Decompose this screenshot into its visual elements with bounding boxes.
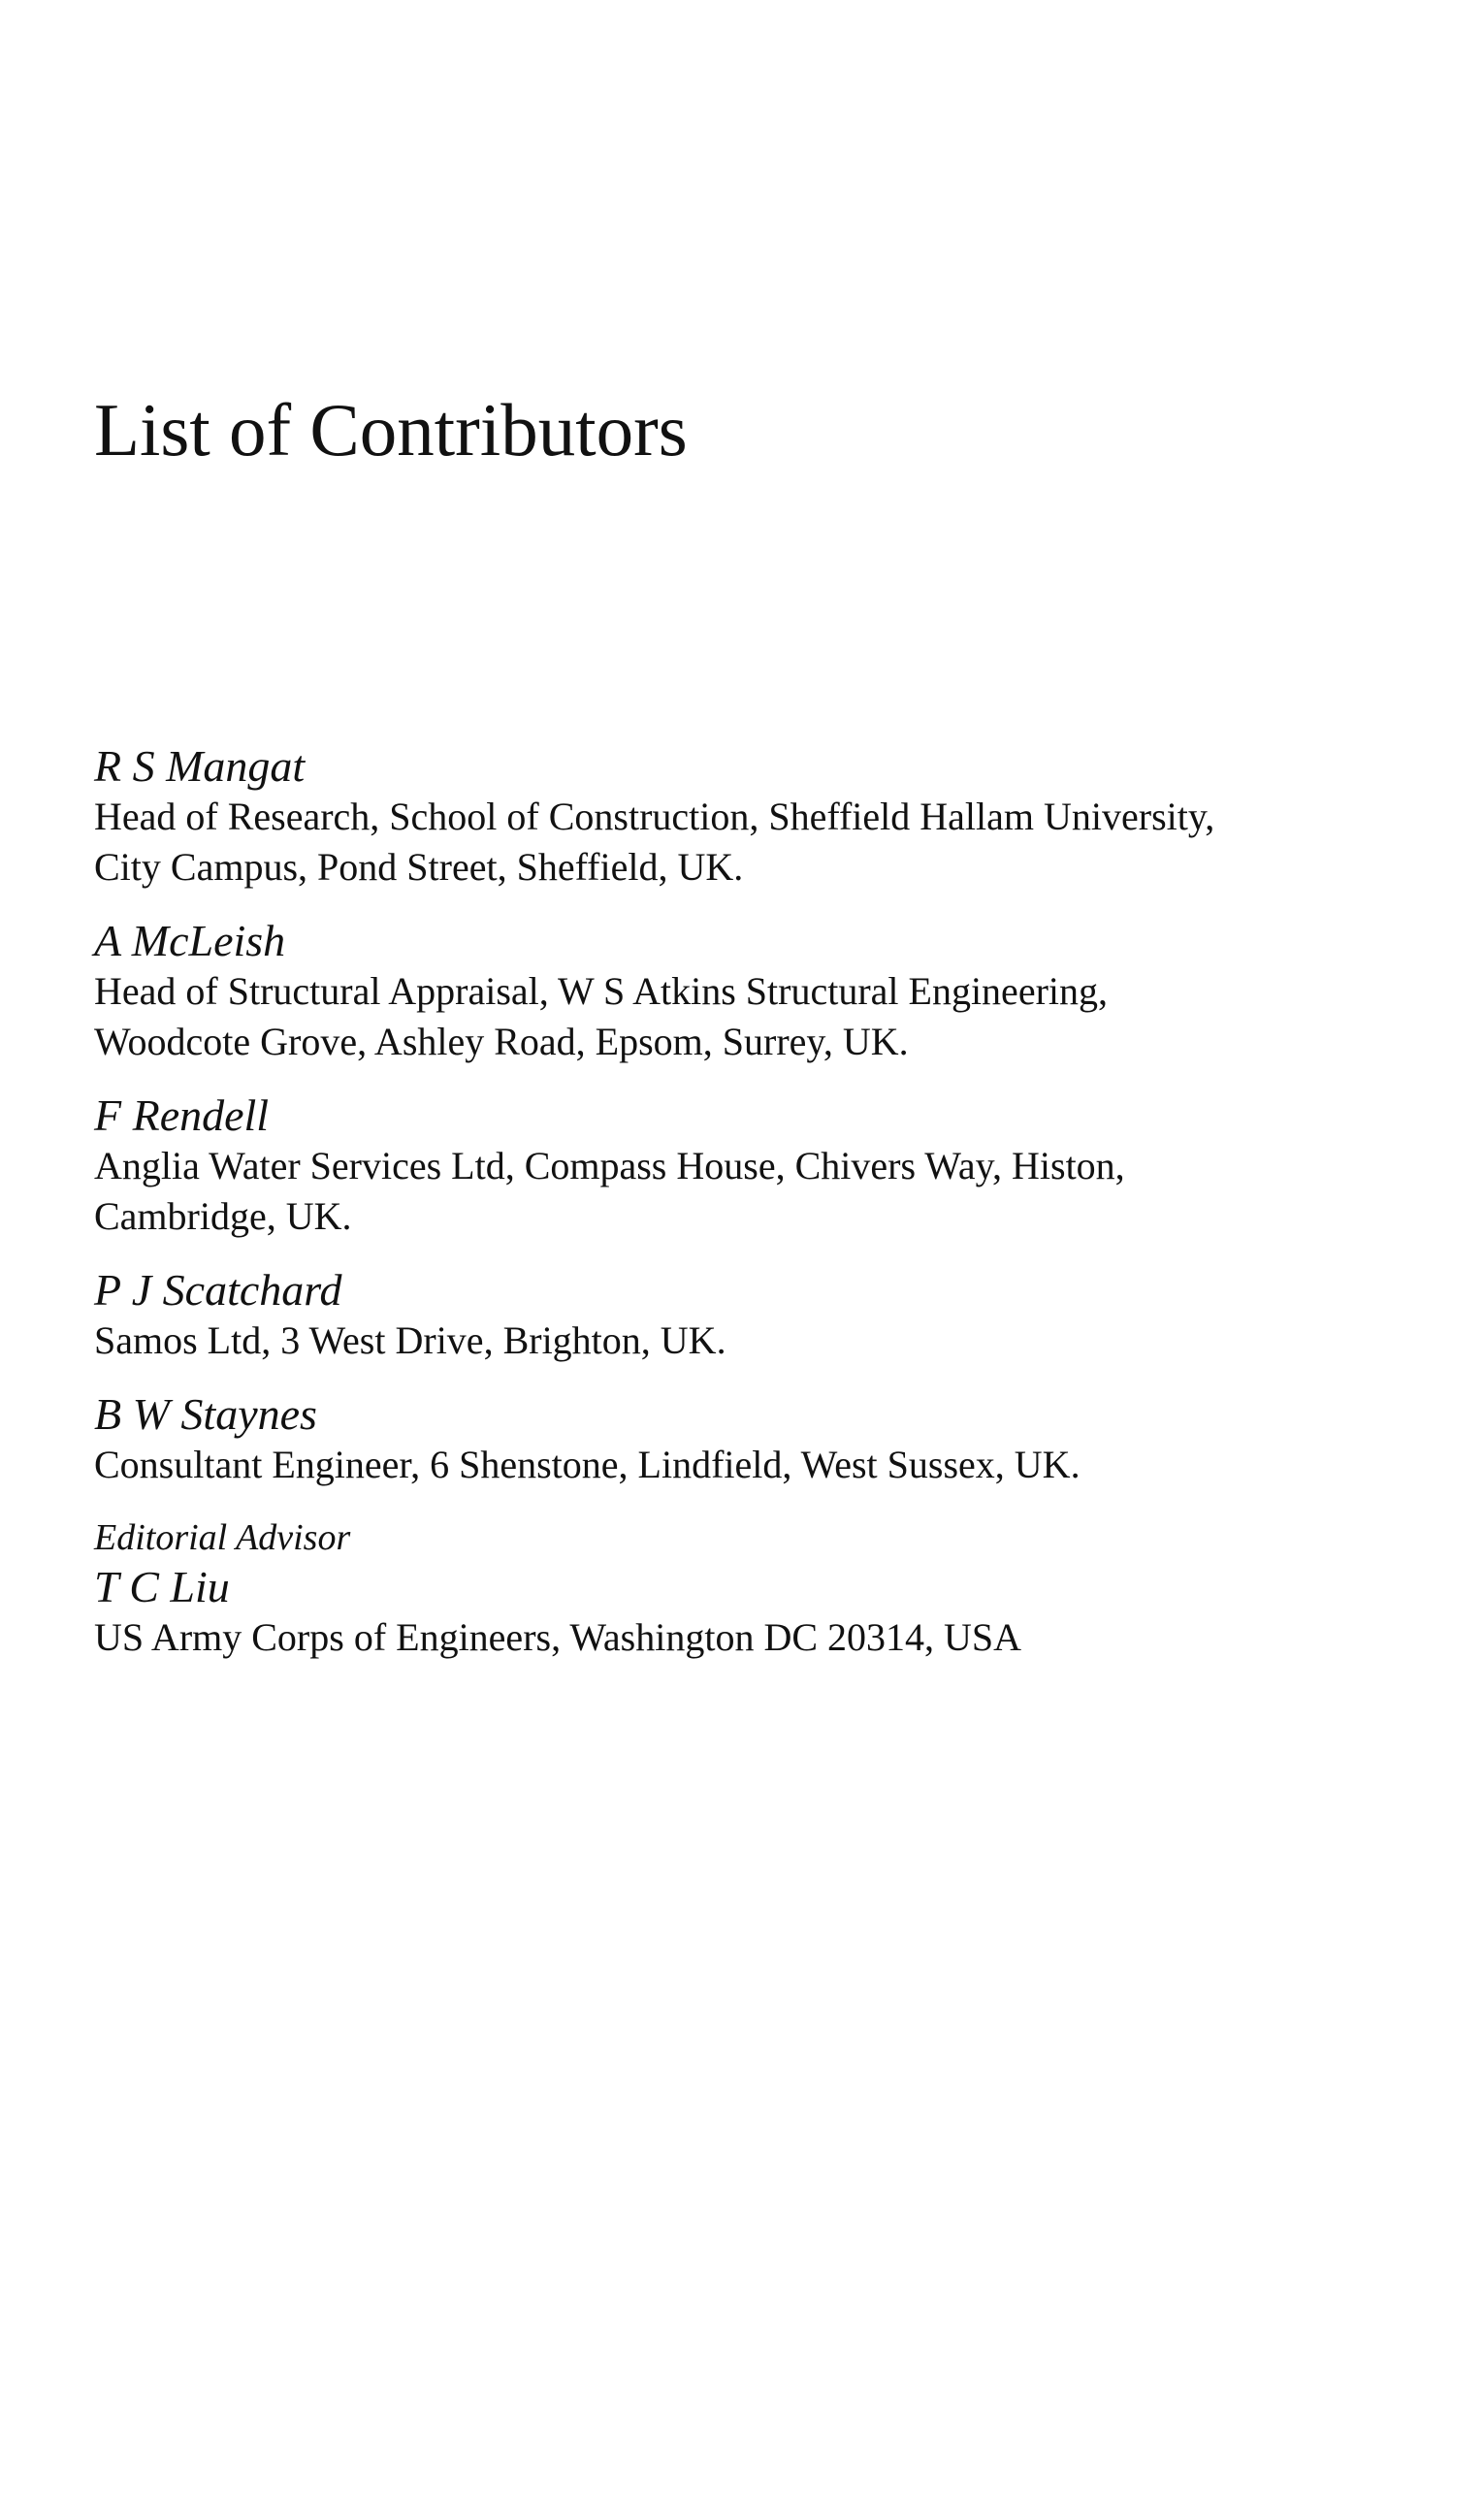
page-title: List of Contributors [94, 388, 688, 471]
editorial-advisor-entry [94, 1513, 1433, 1663]
document-page [94, 0, 1433, 2503]
contributor-entry [94, 1265, 1433, 1366]
editorial-advisor-label: Editorial Advisor [94, 1517, 351, 1558]
contributor-list [94, 741, 1433, 1686]
contributor-affiliation-line: Head of Research, School of Construction, Sheffield Hallam University, [94, 795, 1215, 838]
contributor-name: B W Staynes [94, 1389, 317, 1439]
editorial-advisor-affiliation-line: US Army Corps of Engineers, Washington DC 20314, USA [94, 1615, 1022, 1659]
contributor-entry [94, 741, 1433, 893]
contributor-affiliation-line: Woodcote Grove, Ashley Road, Epsom, Surrey, UK. [94, 1020, 909, 1063]
contributor-affiliation-line: Cambridge, UK. [94, 1194, 352, 1238]
contributor-affiliation-line: Consultant Engineer, 6 Shenstone, Lindfield, West Sussex, UK. [94, 1443, 1081, 1486]
contributor-name: R S Mangat [94, 741, 306, 791]
contributor-name: P J Scatchard [94, 1265, 342, 1315]
contributor-affiliation-line: City Campus, Pond Street, Sheffield, UK. [94, 845, 744, 889]
contributor-entry [94, 1389, 1433, 1490]
contributor-affiliation-line: Head of Structural Appraisal, W S Atkins Structural Engineering, [94, 969, 1108, 1013]
editorial-advisor-name: T C Liu [94, 1562, 230, 1611]
contributor-name: F Rendell [94, 1090, 270, 1140]
contributor-affiliation-line: Samos Ltd, 3 West Drive, Brighton, UK. [94, 1318, 726, 1362]
contributor-entry [94, 916, 1433, 1067]
contributor-entry [94, 1090, 1433, 1242]
contributor-affiliation-line: Anglia Water Services Ltd, Compass House, Chivers Way, Histon, [94, 1144, 1125, 1187]
contributor-name: A McLeish [94, 916, 286, 965]
